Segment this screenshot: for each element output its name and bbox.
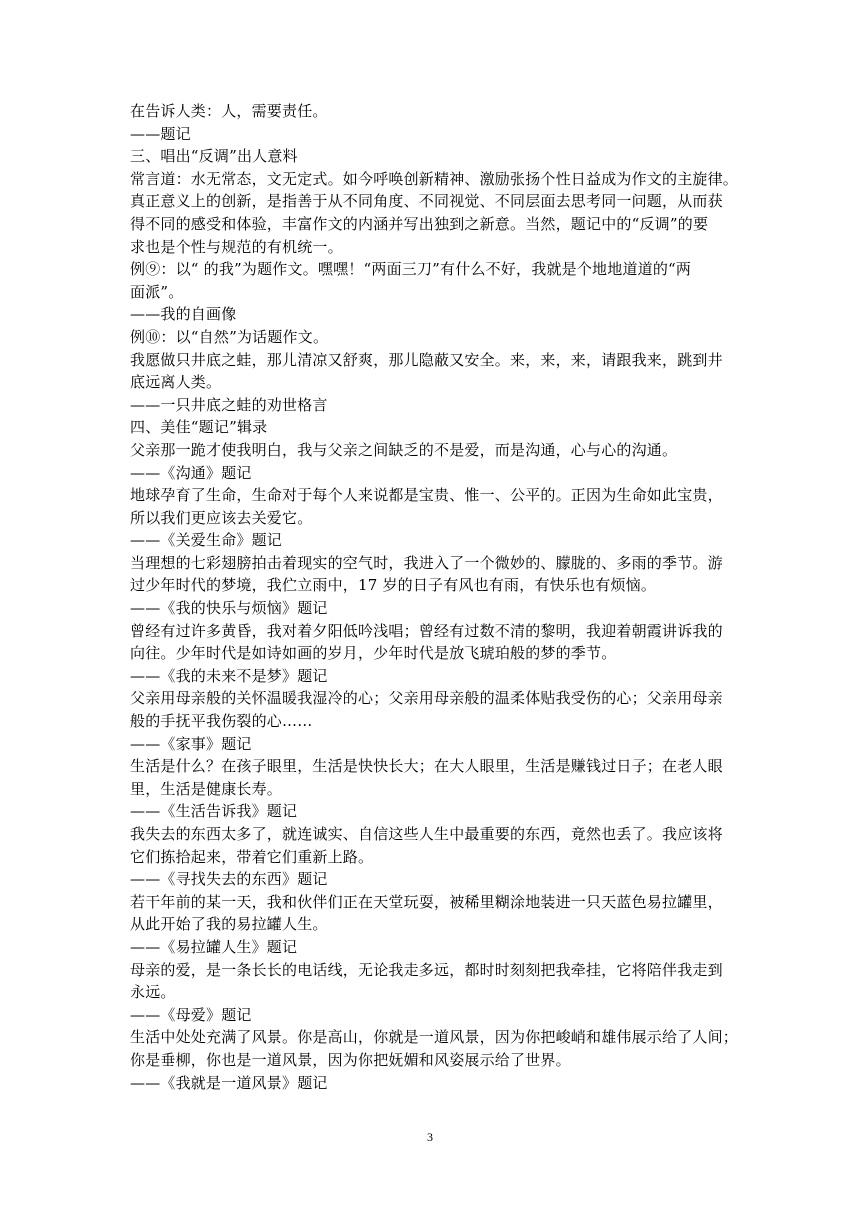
page-number: 3 xyxy=(427,1130,433,1144)
text-line: 若干年前的某一天，我和伙伴们正在天堂玩耍，被稀里糊涂地装进一只天蓝色易拉罐里， xyxy=(130,892,723,911)
text-line: 它们拣拾起来，带着它们重新上路。 xyxy=(130,847,374,866)
text-line: 所以我们更应该去关爱它。 xyxy=(130,508,313,527)
text-line: 生活是什么？在孩子眼里，生活是快快长大；在大人眼里，生活是赚钱过日子；在老人眼 xyxy=(130,757,723,776)
text-line: ——《生活告诉我》题记 xyxy=(130,802,298,821)
text-line: 常言道：水无常态，文无定式。如今呼唤创新精神、激励张扬个性日益成为作文的主旋律。 xyxy=(130,169,739,188)
text-line: ——我的自画像 xyxy=(130,305,237,324)
text-line: 你是垂柳，你也是一道风景，因为你把妩媚和风姿展示给了世界。 xyxy=(130,1050,571,1069)
text-line: 向往。少年时代是如诗如画的岁月，少年时代是放飞琥珀般的梦的季节。 xyxy=(130,644,617,663)
text-line: 曾经有过许多黄昏，我对着夕阳低吟浅唱；曾经有过数不清的黎明，我迎着朝霞讲诉我的 xyxy=(130,621,723,640)
text-line: 母亲的爱，是一条长长的电话线，无论我走多远，都时时刻刻把我牵挂，它将陪伴我走到 xyxy=(130,960,723,979)
text-line: ——题记 xyxy=(130,124,191,143)
text-line: 四、美佳“题记”辑录 xyxy=(130,418,268,437)
text-line: 得不同的感受和体验，丰富作文的内涵并写出独到之新意。当然，题记中的“反调”的要 xyxy=(130,214,709,233)
text-line: 三、唱出“反调”出人意料 xyxy=(130,147,298,166)
text-line: 求也是个性与规范的有机统一。 xyxy=(130,237,343,256)
text-line: ——《易拉罐人生》题记 xyxy=(130,937,298,956)
text-line: 般的手抚平我伤裂的心…… xyxy=(130,712,313,731)
text-line: ——《关爱生命》题记 xyxy=(130,531,283,550)
text-line: 在告诉人类：人，需要责任。 xyxy=(130,102,328,120)
text-line: 当理想的七彩翅膀拍击着现实的空气时，我进入了一个微妙的、朦胧的、多雨的季节。游 xyxy=(130,553,723,572)
text-line: 过少年时代的梦境，我伫立雨中，17 岁的日子有风也有雨，有快乐也有烦恼。 xyxy=(130,576,657,595)
text-line: 父亲用母亲般的关怀温暖我湿冷的心；父亲用母亲般的温柔体贴我受伤的心；父亲用母亲 xyxy=(130,689,723,708)
text-line: ——《母爱》题记 xyxy=(130,1005,252,1024)
text-line: 真正意义上的创新，是指善于从不同角度、不同视觉、不同层面去思考同一问题，从而获 xyxy=(130,192,723,211)
text-line: 我失去的东西太多了，就连诚实、自信这些人生中最重要的东西，竟然也丢了。我应该将 xyxy=(130,825,723,843)
text-line: 例⑩：以“自然”为话题作文。 xyxy=(130,327,329,346)
text-line: 底远离人类。 xyxy=(130,373,222,392)
text-line: ——一只井底之蛙的劝世格言 xyxy=(130,395,328,414)
text-line: 从此开始了我的易拉罐人生。 xyxy=(130,915,328,934)
text-line: 面派”。 xyxy=(130,282,184,301)
document-body xyxy=(130,100,739,1094)
text-line: 永远。 xyxy=(130,983,176,1002)
text-line: 里，生活是健康长寿。 xyxy=(130,779,283,798)
text-line: ——《我的未来不是梦》题记 xyxy=(130,666,328,685)
text-line: ——《寻找失去的东西》题记 xyxy=(130,870,328,889)
text-line: 父亲那一跪才使我明白，我与父亲之间缺乏的不是爱，而是沟通，心与心的沟通。 xyxy=(130,440,678,459)
text-line: ——《沟通》题记 xyxy=(130,463,252,482)
text-line: ——《家事》题记 xyxy=(130,734,252,753)
text-line: 例⑨：以“ 的我”为题作文。嘿嘿！“两面三刀”有什么不好，我就是个地地道道的“两 xyxy=(130,260,692,279)
text-line: 我愿做只井底之蛙，那儿清凉又舒爽，那儿隐蔽又安全。来，来，来，请跟我来，跳到井 xyxy=(130,350,723,369)
text-line: ——《我就是一道风景》题记 xyxy=(130,1073,328,1092)
text-line: 地球孕育了生命，生命对于每个人来说都是宝贵、惟一、公平的。正因为生命如此宝贵， xyxy=(130,486,723,505)
text-line: ——《我的快乐与烦恼》题记 xyxy=(130,599,328,618)
text-line: 生活中处处充满了风景。你是高山，你就是一道风景，因为你把峻峭和雄伟展示给了人间； xyxy=(130,1028,739,1047)
